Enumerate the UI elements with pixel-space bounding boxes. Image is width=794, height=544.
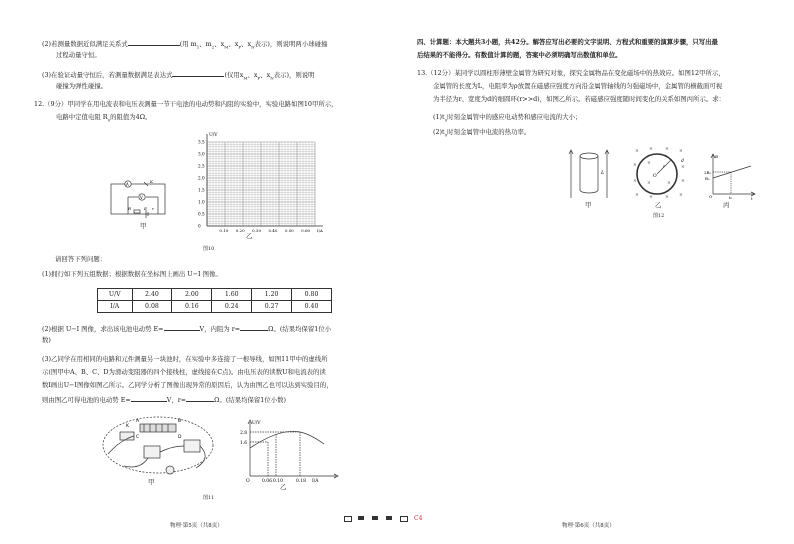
u-i-graph-grid [195, 133, 330, 240]
field-cross-mark: × [649, 147, 653, 152]
figure-12-cylinder [567, 150, 612, 200]
field-cross-mark: × [665, 147, 669, 152]
field-cross-mark: × [647, 181, 651, 186]
graph-y-label: U/V [209, 133, 218, 138]
right-page [397, 0, 794, 544]
figure-10-caption: 图10 [203, 246, 215, 252]
svg-text:r: r [663, 165, 666, 170]
print-mark [358, 516, 364, 520]
field-cross-mark: × [647, 161, 651, 166]
svg-text:2.8: 2.8 [240, 431, 248, 436]
svg-text:A: A [136, 419, 140, 424]
svg-text:0.18: 0.18 [296, 479, 307, 484]
field-cross-mark: × [633, 163, 637, 168]
label-bing-12: 丙 [723, 201, 730, 209]
label-jia-12: 甲 [585, 201, 592, 209]
print-code: C4 [414, 515, 423, 522]
left-footer: 物理·第5页（共8页） [170, 523, 223, 529]
graph-x-tick: 0.10 [219, 228, 229, 233]
q11-part2-line1: (2)若测量数据近似满足关系式 (用 $m_1$、$m_2$、$x_M$、$x_P$、$x_N$表示)，则说明两小球碰撞 [42, 40, 328, 50]
field-cross-mark: × [681, 165, 685, 170]
graph-y-tick: 1.5 [198, 187, 205, 193]
q11-part3-line2: 碰撞为弹性碰撞。 [56, 82, 108, 90]
svg-text:d: d [681, 159, 684, 164]
svg-text:C: C [136, 435, 140, 440]
right-footer: 物理·第6页（共8页） [562, 523, 615, 529]
svg-text:V: V [140, 195, 143, 200]
graph-y-tick: 1.0 [198, 199, 205, 205]
svg-text:2B₀: 2B₀ [704, 170, 712, 175]
q12-heading-2: 电路中定值电阻 $R_0$的阻值为4Ω。 [56, 113, 152, 123]
q12-part3-line3: 数I画出U−I图像如图乙所示。乙同学分析了图像出现异常的原因后，认为由图乙也可以达到实验目的， [42, 381, 333, 389]
answer-prompt: 请回答下列问题： [55, 255, 107, 263]
print-mark [386, 516, 392, 520]
svg-text:O: O [246, 479, 250, 484]
q13-part1: $(1)t_0$时刻金属管中的感应电动势和感应电流的大小； [433, 113, 582, 123]
q13-part2: $(2)t_0$时刻金属管中电流的热功率。 [433, 128, 531, 138]
apparatus-sketch-11 [100, 410, 220, 480]
field-cross-mark: × [633, 179, 637, 184]
field-cross-mark: × [679, 193, 683, 198]
q12-part1: (1)拥行如下列五组数据；根据数据在坐标图上画出 U−I 图像。 [42, 270, 222, 278]
circuit-diagram-10 [108, 180, 170, 220]
q13-line2: 金属管的长度为L，电阻率为ρ放置在磁感应强度方向沿金属管轴线的匀强磁场中，金属管的横截面可视 [433, 82, 723, 90]
svg-text:U/V: U/V [252, 421, 261, 426]
graph-y-tick: 2.5 [198, 163, 205, 169]
svg-text:B: B [715, 154, 718, 159]
field-cross-mark: × [635, 193, 639, 198]
graph-x-tick: 0.40 [268, 228, 278, 233]
graph-x-tick: 0.50 [284, 228, 294, 233]
section4-line2: 后结果的不能得分。有数值计算的题，答案中必须明确写出数值和单位。 [417, 51, 622, 59]
section4-line1: 四、计算题：本大题共3小题，共42分。解答应写出必要的文字说明、方程式和重要的演算步骤，只写出最 [417, 38, 718, 46]
q12-part2-cont: 数) [42, 336, 51, 344]
switch-label: K [150, 179, 153, 184]
label-k: K [126, 424, 129, 429]
svg-text:B: B [178, 419, 182, 424]
graph-y-tick: 2.0 [198, 175, 205, 181]
q12-part3-line2: 示(图甲中A、B、C、D为滑动变阻器的四个接线柱，虚线接在C点)。由电压表的读数U和电流表的读 [42, 368, 326, 376]
data-table [97, 288, 332, 313]
figure-12-ring [629, 146, 689, 202]
graph-x-tick: 0.20 [235, 228, 245, 233]
q12-part3-line4: 则由图乙可得电池的电动势 E= V，r= Ω。(结果均保留1位小数) [42, 396, 287, 404]
u-i-graph-11 [240, 420, 340, 484]
svg-text:L: L [601, 170, 605, 176]
svg-text:0.10: 0.10 [273, 479, 284, 484]
q13-line1: 13.（12分）某同学以圆柱形薄壁金属管为研究对象，探究金属物品在变化磁场中的热效应。如图12甲所示， [417, 69, 725, 77]
print-mark [372, 516, 378, 520]
field-cross-mark: × [635, 149, 639, 154]
graph-x-label: I/A [317, 228, 323, 233]
field-cross-mark: × [681, 179, 685, 184]
label-yi-11: 乙 [280, 483, 287, 491]
q12-part2: (2)根据 U−I 图像，求出该电池电动势 E= V，内阻为 r= Ω。(结果均保留1位小 [42, 325, 332, 333]
svg-text:r: r [152, 206, 154, 211]
svg-text:B₀: B₀ [705, 176, 710, 181]
svg-text:1.6: 1.6 [240, 441, 248, 446]
q12-heading: 12.（9分）甲同学在用电流表和电压表测量一节干电池的电动势和内阻的实验中，实验电路如图10甲所示， [34, 100, 338, 108]
q11-part3-line1: (3)在验证动量守恒后，若测量数据满足表达式 (仅用$x_M$、$x_P$、$x_N$表示)，则说明 [42, 71, 315, 81]
q13-line3: 为半径为r、宽度为d的细圆环(r>>d)，如图乙所示。若磁感应强度随时间变化的关系如图丙所示。求： [433, 95, 726, 103]
figure-11-caption: 图11 [203, 495, 215, 501]
graph-y-tick: 3.5 [198, 139, 205, 145]
field-cross-mark: × [665, 195, 669, 200]
field-cross-mark: × [679, 149, 683, 154]
svg-text:t: t [751, 196, 753, 201]
field-cross-mark: × [649, 195, 653, 200]
figure-12-caption: 图12 [653, 213, 665, 219]
table-row-u: U/V 2.40 2.00 1.60 1.20 0.80 [98, 289, 332, 301]
svg-text:A: A [126, 182, 129, 187]
svg-text:t₀: t₀ [729, 195, 733, 200]
svg-text:R: R [128, 206, 132, 211]
svg-text:O: O [709, 194, 713, 199]
graph-x-tick: 0.30 [252, 228, 261, 233]
figure-12-b-t-graph [704, 152, 757, 201]
svg-text:E: E [144, 206, 147, 211]
q11-part2-line2: 过程动量守恒。 [56, 51, 101, 59]
svg-text:0.06: 0.06 [262, 479, 273, 484]
svg-text:D: D [178, 435, 182, 440]
graph-y-tick: 0.5 [198, 211, 205, 217]
label-yi-10: 乙 [246, 232, 253, 240]
q12-part3-line1: (3)乙同学在用相同的电路和元件测量另一块池时，在实验中多连接了一根导线，如图11甲中的虚线所 [42, 355, 328, 363]
graph-x-tick: 0.60 [301, 228, 311, 233]
label-yi-12: 乙 [655, 201, 662, 209]
svg-text:O: O [653, 174, 657, 179]
label-jia-10: 甲 [140, 222, 147, 230]
svg-text:I/A: I/A [312, 479, 319, 484]
graph-y-tick: 3.0 [198, 151, 205, 157]
graph-y-tick: 0 [198, 223, 201, 229]
field-cross-mark: × [667, 181, 671, 186]
table-row-i: I/A 0.08 0.16 0.24 0.27 0.40 [98, 301, 332, 313]
print-mark [344, 516, 352, 522]
label-jia-11: 甲 [148, 478, 155, 486]
